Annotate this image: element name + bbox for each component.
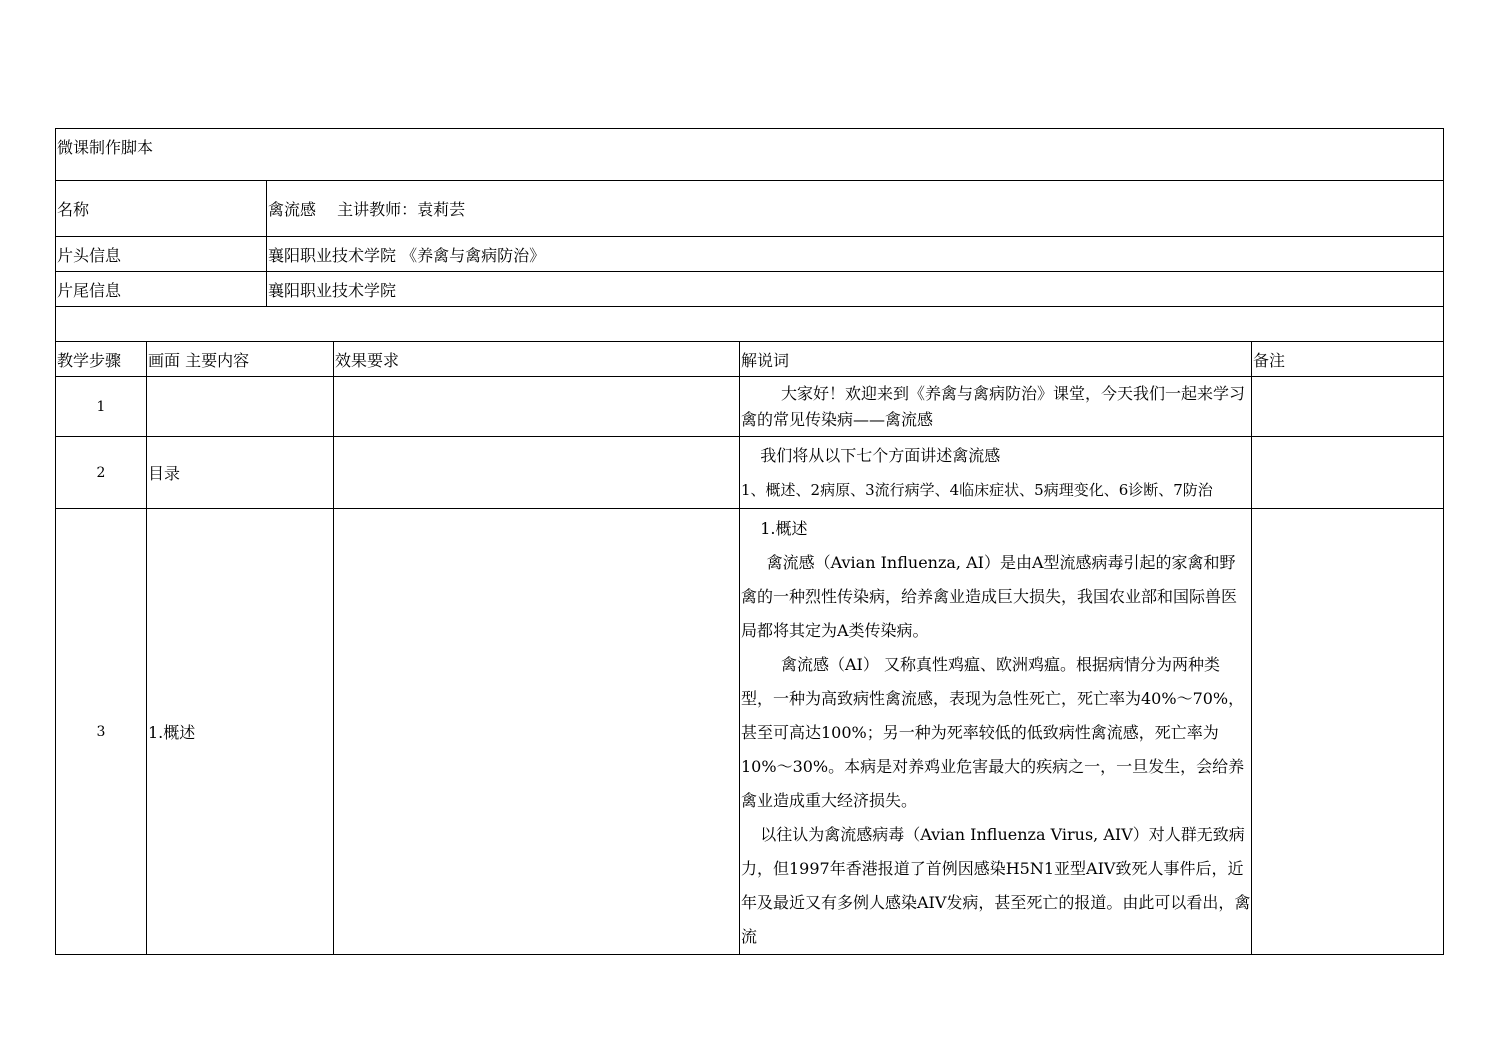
table-row <box>56 377 1444 437</box>
narration-paragraph: 禽流感（AI） 又称真性鸡瘟、欧洲鸡瘟。根据病情分为两种类型，一种为高致病性禽流感，表现为急性死亡，死亡率为40%～70%，甚至可高达100%；另一种为死率较低的低致病性禽流感，死亡率为10%～30%。本病是对养鸡业危害最大的疾病之一，一旦发生，会给养禽业造成重大经济损失。 <box>741 655 1245 810</box>
screen-content <box>147 377 334 437</box>
header-content: 画面 主要内容 <box>147 342 334 377</box>
narration-paragraph: 禽流感（Avian Influenza, AI）是由A型流感病毒引起的家禽和野禽的一种烈性传染病，给养禽业造成巨大损失，我国农业部和国际兽医局都将其定为A类传染病。 <box>741 553 1238 640</box>
name-row <box>56 181 1444 237</box>
spacer-row <box>56 307 1444 342</box>
note-cell <box>1252 377 1444 437</box>
document-title: 微课制作脚本 <box>56 129 1444 181</box>
header-step: 教学步骤 <box>56 342 147 377</box>
screen-content: 目录 <box>147 437 334 509</box>
step-number: 3 <box>56 509 147 955</box>
step-number: 1 <box>56 377 147 437</box>
note-cell <box>1252 437 1444 509</box>
table-row <box>56 437 1444 509</box>
header-narration: 解说词 <box>740 342 1252 377</box>
tail-info-value: 襄阳职业技术学院 <box>267 272 1444 307</box>
narration-paragraph: 1、概述、2病原、3流行病学、4临床症状、5病理变化、6诊断、7防治 <box>741 480 1213 499</box>
head-info-value: 襄阳职业技术学院 《养禽与禽病防治》 <box>267 237 1444 272</box>
head-info-row <box>56 237 1444 272</box>
screen-content: 1.概述 <box>147 509 334 955</box>
tail-info-row <box>56 272 1444 307</box>
narration-cell <box>740 509 1252 955</box>
narration-cell <box>740 437 1252 509</box>
step-number: 2 <box>56 437 147 509</box>
spacer-cell <box>56 307 1444 342</box>
effect-requirement <box>334 509 740 955</box>
table-row <box>56 509 1444 955</box>
narration-paragraph: 大家好！欢迎来到《养禽与禽病防治》课堂，今天我们一起来学习禽的常见传染病——禽流感 <box>741 383 1246 429</box>
head-info-label: 片头信息 <box>56 237 267 272</box>
narration-cell <box>740 377 1252 437</box>
document-page <box>55 128 1443 955</box>
narration-paragraph: 我们将从以下七个方面讲述禽流感 <box>760 445 1001 465</box>
header-note: 备注 <box>1252 342 1444 377</box>
tail-info-label: 片尾信息 <box>56 272 267 307</box>
narration-heading: 1.概述 <box>760 519 808 538</box>
narration-paragraph: 以往认为禽流感病毒（Avian Influenza Virus, AIV）对人群无致病力，但1997年香港报道了首例因感染H5N1亚型AIV致死人事件后，近年及最近又有多例人感染AIV发病，甚至死亡的报道。由此可以看出，禽流 <box>741 825 1251 946</box>
note-cell <box>1252 509 1444 955</box>
name-label: 名称 <box>56 181 267 237</box>
effect-requirement <box>334 377 740 437</box>
header-effect: 效果要求 <box>334 342 740 377</box>
title-row <box>56 129 1444 181</box>
script-table <box>55 128 1444 955</box>
name-value: 禽流感 主讲教师：袁莉芸 <box>267 181 1444 237</box>
effect-requirement <box>334 437 740 509</box>
header-row <box>56 342 1444 377</box>
